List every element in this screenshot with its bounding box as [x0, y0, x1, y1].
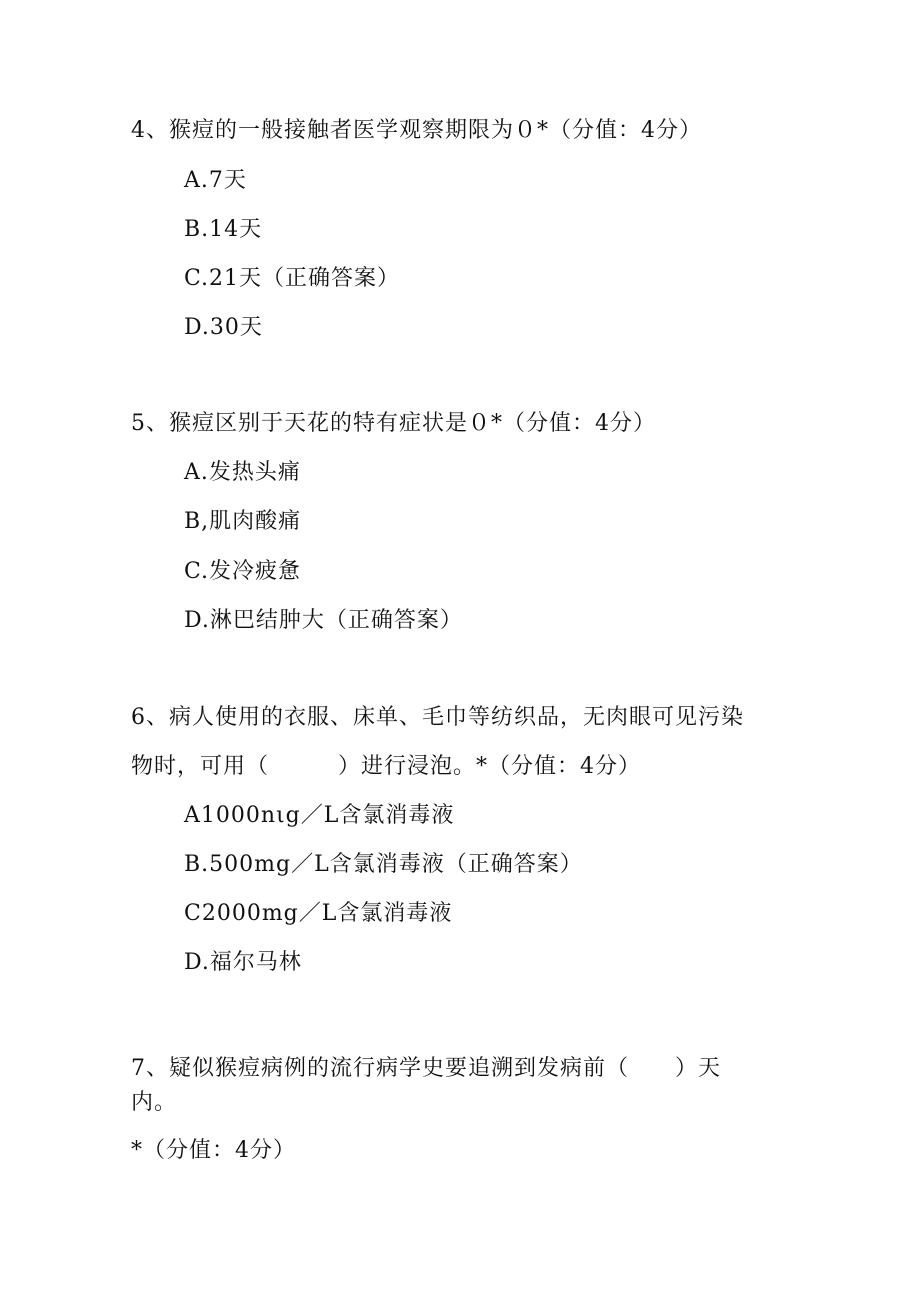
question-4-option-a: A.7天 [184, 168, 247, 193]
question-6-option-a: A1000nιg／L含氯消毒液 [184, 803, 455, 828]
question-5-option-d: D.淋巴结肿大（正确答案） [184, 608, 463, 633]
question-6-option-c: C2000mg／L含氯消毒液 [184, 901, 453, 926]
question-4-option-b: B.14天 [184, 217, 263, 242]
question-6-stem-line-1: 6、病人使用的衣服、床单、毛巾等纺织品，无肉眼可见污染 [131, 705, 744, 730]
question-7-score: *（分值：4分） [131, 1138, 296, 1163]
question-4-option-c: C.21天（正确答案） [184, 266, 401, 291]
question-4-stem: 4、猴痘的一般接触者医学观察期限为０*（分值：4分） [131, 118, 702, 143]
question-6-stem-line-2: 物时，可用（ ）进行浸泡。*（分值：4分） [131, 754, 641, 779]
question-4-option-d: D.30天 [184, 315, 263, 340]
question-5-option-b: B,肌肉酸痛 [184, 509, 302, 534]
question-5-option-a: A.发热头痛 [184, 460, 301, 485]
question-7-stem-line-2: 内。 [131, 1090, 178, 1115]
question-7-stem-line-1: 7、疑似猴痘病例的流行病学史要追溯到发病前（ ）天 [131, 1056, 721, 1081]
question-6-option-b: B.500mg／L含氯消毒液（正确答案） [184, 852, 583, 877]
question-5-option-c: C.发冷疲惫 [184, 559, 302, 584]
question-5-stem: 5、猴痘区别于天花的特有症状是０*（分值：4分） [131, 411, 656, 436]
question-6-option-d: D.福尔马林 [184, 950, 302, 975]
